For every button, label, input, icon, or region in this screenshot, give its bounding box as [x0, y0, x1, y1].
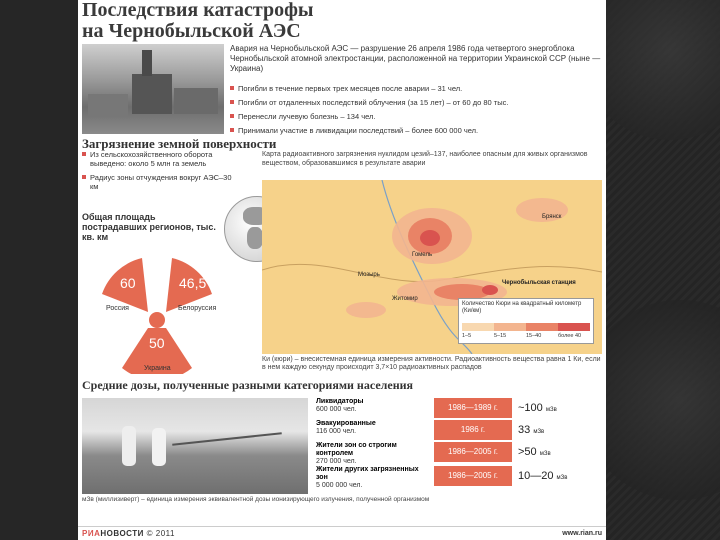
group-count: 600 000 чел.	[316, 406, 357, 413]
dose-unit: мЗв	[545, 407, 557, 413]
dose-row	[314, 420, 604, 442]
group-dose: 33	[518, 424, 531, 436]
value-ukraine: 50	[149, 335, 165, 351]
map-legend	[458, 298, 594, 344]
fact-item: Принимали участие в ликвидации последствий – более 600 000 чел.	[230, 126, 602, 135]
contamination-item: Из сельскохозяйственного оборота выведено: около 5 млн га земель	[82, 150, 232, 168]
center-dot	[149, 312, 165, 328]
map-label: Гомель	[412, 252, 433, 258]
title-line-2: на Чернобыльской АЭС	[82, 20, 301, 42]
group-years: 1986—1989 г.	[434, 398, 512, 418]
fact-item: Погибли от отдаленных последствий облучения (за 15 лет) – от 60 до 80 тыс.	[230, 98, 602, 107]
copyright: © 2011	[146, 529, 175, 538]
legend-value: 15–40	[526, 333, 542, 339]
group-count: 270 000 чел.	[316, 458, 357, 465]
dose-row	[314, 442, 604, 464]
value-belarus: 46,5	[179, 275, 207, 291]
legend-title: Количество Кюри на квадратный километр (Ки/км)	[462, 301, 582, 314]
dose-unit: мЗв	[539, 451, 551, 457]
group-dose: ~100	[518, 402, 543, 414]
ria-logo	[82, 527, 175, 540]
page-title	[82, 0, 314, 42]
label-belarus: Белоруссия	[178, 305, 217, 312]
group-count: 116 000 чел.	[316, 428, 357, 435]
dose-unit: мЗв	[556, 475, 568, 481]
right-decoration	[606, 0, 720, 540]
radiation-symbol-chart	[82, 250, 232, 374]
facts-list	[230, 84, 602, 140]
group-name: Ликвидаторы	[316, 398, 364, 405]
dose-unit: мЗв	[533, 429, 545, 435]
map-caption: Карта радиоактивного загрязнения нуклидом цезий–137, наиболее опасным для живых организмов веществом, образовавшимся в результате аварии	[262, 151, 588, 167]
label-russia: Россия	[106, 305, 129, 312]
map-label: Житомир	[392, 296, 418, 302]
area-title: Общая площадь пострадавших регионов, тыс. кв. км	[82, 212, 216, 242]
msv-note: мЗв (миллизиверт) – единица измерения эквивалентной дозы ионизирующего излучения, полученной организмом	[82, 496, 430, 503]
legend-values	[462, 333, 590, 339]
footer	[78, 526, 606, 540]
group-dose: 10—20	[518, 470, 554, 482]
value-russia: 60	[120, 275, 136, 291]
field-workers-photo	[82, 398, 308, 494]
map-label: Мозырь	[358, 272, 380, 278]
intro-text: Авария на Чернобыльской АЭС — разрушение 26 апреля 1986 года четвертого энергоблока Чернобыльской атомной электростанции, расположенной на территории Украинской ССР (ныне — Украина)	[230, 44, 601, 73]
section-heading-doses: Средние дозы, полученные разными категориями населения	[82, 378, 414, 392]
group-years: 1986—2005 г.	[434, 466, 512, 486]
legend-value: 5–15	[494, 333, 507, 339]
reactor-photo	[82, 44, 224, 134]
title-line-1: Последствия катастрофы	[82, 0, 314, 21]
fact-item: Перенесли лучевую болезнь – 134 чел.	[230, 112, 602, 121]
legend-scale	[462, 323, 590, 331]
dose-row	[314, 466, 604, 488]
legend-value: 1–5	[462, 333, 472, 339]
legend-value: более 40	[558, 333, 582, 339]
dose-row	[314, 398, 604, 420]
group-name: Эвакуированные	[316, 420, 376, 427]
section-heading-contamination: Загрязнение земной поверхности	[82, 136, 277, 151]
curie-note: Ки (кюри) – внесистемная единица измерения активности. Радиоактивность вещества равна 1 Ки, если в нем каждую секунду происходит 3,7×10 радиоактивных распадов	[262, 356, 601, 371]
site-link[interactable]: www.rian.ru	[562, 530, 602, 537]
ria-brand-red: РИА	[82, 529, 101, 538]
contamination-facts	[82, 150, 232, 196]
left-background	[0, 0, 78, 540]
group-years: 1986—2005 г.	[434, 442, 512, 462]
group-years: 1986 г.	[434, 420, 512, 440]
map-label: Брянск	[542, 214, 562, 220]
infographic-sheet	[78, 0, 606, 540]
group-count: 5 000 000 чел.	[316, 482, 363, 489]
fact-item: Погибли в течение первых трех месяцев после аварии – 31 чел.	[230, 84, 602, 93]
map-label: Чернобыльская станция	[502, 280, 576, 286]
ria-brand-black: НОВОСТИ	[100, 529, 144, 538]
group-name: Жители зон со строгим контролем	[316, 442, 397, 457]
group-dose: >50	[518, 446, 537, 458]
label-ukraine: Украина	[144, 365, 171, 372]
group-name: Жители других загрязненных зон	[316, 466, 419, 481]
contamination-item: Радиус зоны отчуждения вокруг АЭС–30 км	[82, 173, 232, 191]
contamination-map	[262, 180, 602, 354]
